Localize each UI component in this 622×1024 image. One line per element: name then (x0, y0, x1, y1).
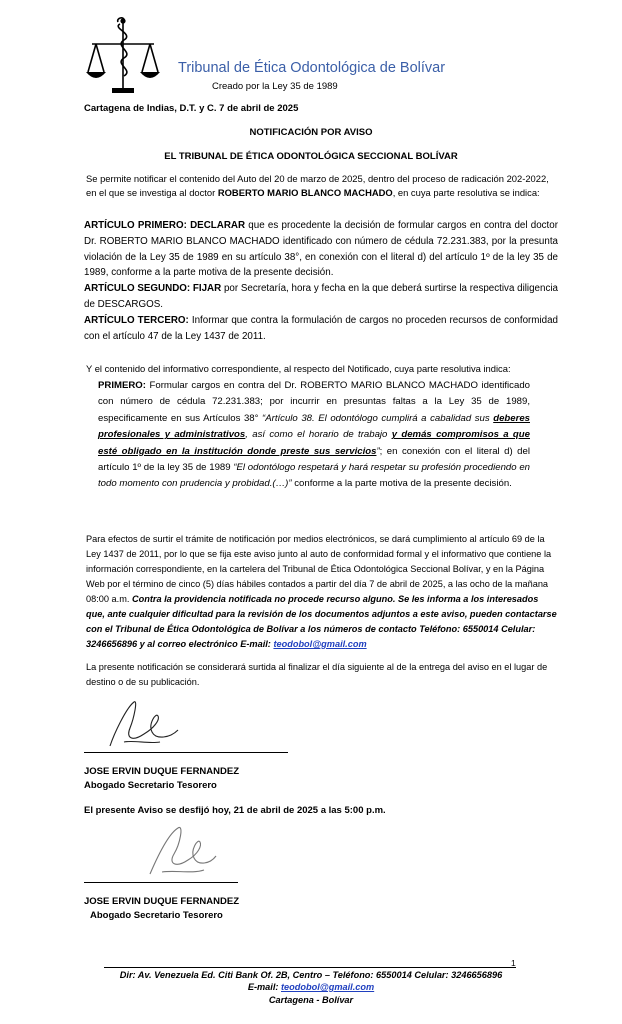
article-second: ARTÍCULO SEGUNDO: FIJAR por Secretaría, hora y fecha en la que deberá surtirse la respectiva diligencia de DESCARGOS. (84, 283, 558, 310)
date-line: Cartagena de Indias, D.T. y C. 7 de abril de 2025 (84, 103, 299, 114)
footer-email-link[interactable]: teodobol@gmail.com (281, 982, 375, 992)
signer-name: JOSE ERVIN DUQUE FERNANDEZ (84, 766, 240, 777)
org-name: Tribunal de Ética Odontológica de Bolívar (178, 60, 446, 76)
document-subtitle: EL TRIBUNAL DE ÉTICA ODONTOLÓGICA SECCIONAL BOLÍVAR (164, 151, 458, 162)
footer-city: Cartagena - Bolívar (268, 995, 354, 1005)
email-link[interactable]: teodobol@gmail.com (273, 639, 367, 649)
article-third: ARTÍCULO TERCERO: Informar que contra la formulación de cargos no proceden recursos de conformidad con el artículo 47 de la Ley 1437 de 2011. (84, 314, 558, 342)
footer-email: E-mail: teodobol@gmail.com (247, 982, 375, 992)
signer-role: Abogado Secretario Tesorero (84, 780, 217, 791)
signer-name: JOSE ERVIN DUQUE FERNANDEZ (84, 896, 240, 907)
tribunal-logo (84, 14, 162, 96)
informative-intro: Y el contenido del informativo correspondiente, al respecto del Notificado, cuya parte resolutiva indica: (86, 363, 511, 374)
unpost-statement: El presente Aviso se desfijó hoy, 21 de abril de 2025 a las 5:00 p.m. (84, 805, 386, 816)
informative-quote: PRIMERO: Formular cargos en contra del Dr. ROBERTO MARIO BLANCO MACHADO identificado con número de cédula 72.231.383; por incurrir en presuntas faltas a la Ley 35 de 1989, especificamente en sus Artículos 38° “Artículo 38. El odontólogo cumplirá a cabalidad sus deberes profesionales y administrativos, así como el horario de trabajo y demás compromisos a que esté obligado en la institución donde preste sus servicios”; en conexión con el literal d) del artículo 1º de la ley 35 de 1989 “El odontólogo respetará y hará respetar su profesión procediendo en todo momento con prudencia y probidad.(…)” conforme a la parte motiva de la presente decisión. (98, 380, 531, 490)
handwritten-signature (142, 818, 222, 882)
page-number: 1 (511, 958, 516, 968)
closing-paragraph: La presente notificación se considerará surtida al finalizar el día siguiente al de la entrega del aviso en el lugar de destino o de su publicación. (86, 662, 548, 687)
signer-role: Abogado Secretario Tesorero (90, 910, 223, 921)
footer-divider (104, 967, 516, 968)
handwritten-signature (104, 694, 184, 754)
article-first: ARTÍCULO PRIMERO: DECLARAR que es procedente la decisión de formular cargos en contra del doctor Dr. ROBERTO MARIO BLANCO MACHADO identificado con número de cédula 72.231.383, por la presunta violación de la Ley 35 de 1989 en su artículo 38°, en conexión con el literal d) del artículo 1º de la ley 35 de 1989, conforme a la parte motiva de la presente decisión. (84, 220, 558, 279)
signature-line (84, 882, 238, 883)
footer-address: Dir: Av. Venezuela Ed. Citi Bank Of. 2B, Centro – Teléfono: 6550014 Celular: 3246656896 (119, 970, 503, 980)
doctor-name: ROBERTO MARIO BLANCO MACHADO (217, 187, 393, 198)
resolutive-articles (84, 218, 558, 344)
signature-line (84, 752, 288, 753)
notice-paragraph: Para efectos de surtir el trámite de notificación por medios electrónicos, se dará cumplimiento al artículo 69 de la Ley 1437 de 2011, por lo que se fija este aviso junto al auto de conformidad formal y el informativo que contiene la información correspondiente, en la cartelera del Tribunal de Ética Odontológica Seccional Bolívar, y en la Página Web por el término de cinco (5) días hábiles contados a partir del día 7 de abril de 2025, a las ocho de la mañana 08:00 a.m. Contra la providencia notificada no procede recurso alguno. Se les informa a los interesados que, ante cualquier dificultad para la revisión de los documentos adjuntos a este aviso, pueden contactarse con el Tribunal de Ética Odontológica de Bolívar a los números de contacto Teléfono: 6550014 Celular: 3246656896 y al correo electrónico E-mail: teodobol@gmail.com (86, 534, 557, 649)
intro-paragraph: Se permite notificar el contenido del Auto del 20 de marzo de 2025, dentro del proceso de radicación 202-2022, en el que se investiga al doctor ROBERTO MARIO BLANCO MACHADO, en cuya parte resolutiva se indica: (86, 173, 549, 198)
created-by: Creado por la Ley 35 de 1989 (212, 81, 338, 92)
document-title: NOTIFICACIÓN POR AVISO (249, 127, 373, 138)
